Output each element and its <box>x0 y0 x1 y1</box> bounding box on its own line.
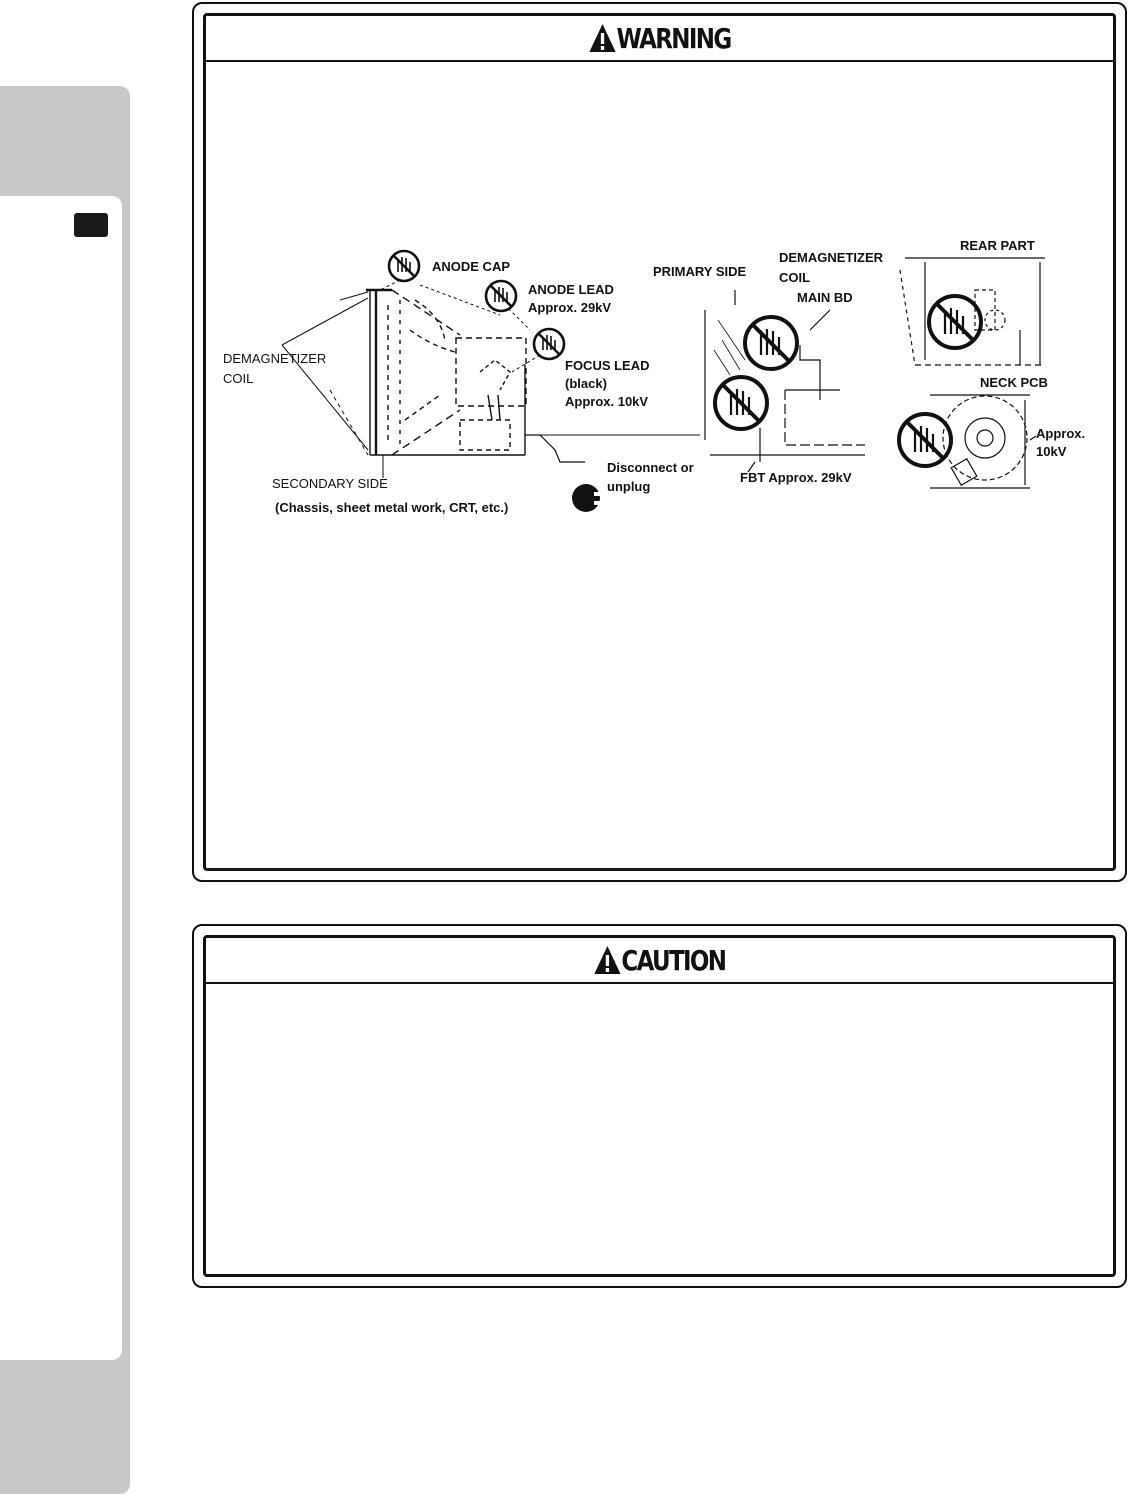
no-touch-icon <box>534 329 564 359</box>
no-touch-icon <box>745 317 797 369</box>
focus-lead-color: (black) <box>565 376 607 391</box>
no-touch-icon <box>929 296 981 348</box>
no-touch-icon <box>389 251 419 281</box>
focus-lead-voltage: Approx. 10kV <box>565 394 649 409</box>
anode-lead-voltage: Approx. 29kV <box>528 300 612 315</box>
fbt-label: FBT Approx. 29kV <box>740 470 852 485</box>
warning-triangle-icon <box>594 945 622 975</box>
caution-title: CAUTION <box>594 944 726 977</box>
focus-lead-label: FOCUS LEAD <box>565 358 650 373</box>
demag-coil-left-label: DEMAGNETIZER <box>223 351 327 366</box>
no-touch-icons <box>389 251 981 466</box>
rear-part-label: REAR PART <box>960 238 1035 253</box>
crt-assembly <box>366 290 526 455</box>
demag-coil-left-label-2: COIL <box>223 371 254 386</box>
caution-panel-frame <box>203 935 1116 1277</box>
demag-coil-right-label-2: COIL <box>779 270 811 285</box>
caution-panel <box>192 924 1127 1288</box>
anode-lead-label: ANODE LEAD <box>528 282 614 297</box>
warning-title: WARNING <box>589 22 731 55</box>
secondary-side-label: SECONDARY SIDE <box>272 476 388 491</box>
demag-coil-right-label: DEMAGNETIZER <box>779 250 883 265</box>
neck-pcb-label: NECK PCB <box>980 375 1048 390</box>
plug-icon <box>572 484 608 512</box>
main-bd-label: MAIN BD <box>797 290 853 305</box>
caution-header <box>206 938 1113 984</box>
anode-cap-label: ANODE CAP <box>432 259 511 274</box>
neck-voltage-value: 10kV <box>1036 444 1067 459</box>
neck-voltage-label: Approx. <box>1036 426 1086 441</box>
demag-coil-leaders <box>282 292 383 478</box>
unplug-label: unplug <box>607 479 651 494</box>
no-touch-icon <box>715 377 767 429</box>
no-touch-icon <box>486 281 516 311</box>
secondary-side-detail: (Chassis, sheet metal work, CRT, etc.) <box>275 500 509 515</box>
disconnect-label: Disconnect or <box>607 460 694 475</box>
primary-side-label: PRIMARY SIDE <box>653 264 747 279</box>
